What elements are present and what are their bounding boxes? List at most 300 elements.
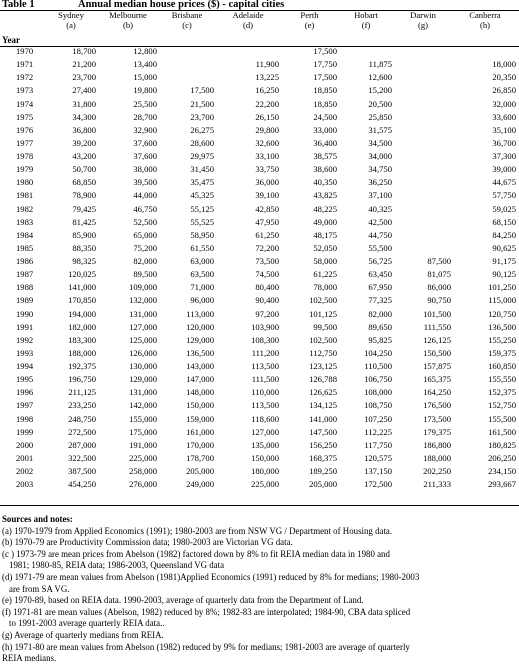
price-cell: 12,600 — [368, 72, 392, 83]
table-row — [0, 268, 519, 281]
price-cell: 152,750 — [488, 400, 516, 411]
table-row — [0, 58, 519, 71]
price-cell: 150,000 — [186, 400, 214, 411]
price-cell: 276,000 — [129, 479, 157, 490]
price-cell: 22,200 — [255, 98, 279, 109]
year-cell: 1991 — [16, 321, 34, 332]
price-cell: 63,500 — [190, 269, 214, 280]
city-name: Darwin — [410, 11, 436, 20]
city-name: Brisbane — [171, 11, 203, 20]
price-cell: 81,075 — [427, 269, 451, 280]
table-row — [0, 334, 519, 347]
price-cell — [217, 45, 282, 58]
year-cell: 1989 — [16, 295, 34, 306]
price-cell: 39,000 — [492, 164, 516, 175]
price-cell: 26,850 — [492, 85, 516, 96]
year-cell: 1976 — [16, 124, 34, 135]
year-cell: 1981 — [16, 190, 34, 201]
table-row — [0, 413, 519, 426]
price-cell: 186,800 — [423, 439, 451, 450]
column-header-hobart — [340, 11, 395, 45]
price-cell: 90,625 — [492, 242, 516, 253]
price-cell: 61,550 — [190, 242, 214, 253]
price-cell: 49,000 — [313, 216, 337, 227]
year-cell: 1982 — [16, 203, 34, 214]
year-cell: 1983 — [16, 216, 34, 227]
price-cell: 33,000 — [313, 124, 337, 135]
year-cell: 1993 — [16, 347, 34, 358]
price-cell: 80,400 — [255, 282, 279, 293]
price-cell: 35,475 — [190, 177, 214, 188]
price-cell: 113,500 — [251, 361, 279, 371]
price-cell: 43,200 — [72, 151, 96, 161]
year-cell: 1999 — [16, 426, 34, 437]
price-cell: 168,375 — [309, 452, 337, 463]
price-cell: 180,825 — [488, 439, 516, 450]
year-cell: 1979 — [16, 164, 34, 175]
price-cell: 113,000 — [186, 308, 214, 319]
price-cell: 77,325 — [368, 295, 392, 306]
note-line: (f) 1971-81 are mean values (Abelson, 1982) reduced by 8%; 1982-83 are interpolated; 1984-90, CBA data spliced — [2, 606, 411, 617]
note-line: REIA medians. — [2, 653, 57, 664]
price-cell: 147,000 — [186, 374, 214, 385]
price-cell: 206,250 — [488, 452, 516, 463]
note-line: (c ) 1973-79 are mean prices from Abelson (1982) factored down by 8% to fit REIA median data in 1980 and — [2, 548, 390, 559]
note-line: (h) 1971-80 are mean values from Abelson (1982) reduced by 9% for medians; 1981-2003 are average of quarterly — [2, 641, 410, 652]
price-cell: 110,500 — [364, 361, 392, 371]
price-cell: 132,000 — [129, 295, 157, 306]
price-cell — [395, 124, 454, 137]
year-cell: 1987 — [16, 269, 34, 280]
price-cell: 233,250 — [68, 400, 96, 411]
price-cell: 63,450 — [368, 269, 392, 280]
year-cell: 2002 — [16, 466, 34, 476]
year-cell: 1985 — [16, 242, 34, 253]
price-cell: 47,950 — [255, 216, 279, 227]
price-cell: 72,200 — [255, 242, 279, 253]
price-cell: 20,350 — [492, 72, 516, 83]
price-cell: 17,500 — [313, 46, 337, 56]
price-cell: 33,750 — [255, 164, 279, 175]
price-cell: 26,150 — [255, 111, 279, 122]
price-cell: 29,800 — [255, 124, 279, 135]
price-cell: 109,000 — [129, 282, 157, 293]
table-row — [0, 163, 519, 176]
city-code: (f) — [361, 19, 371, 30]
price-cell: 112,750 — [309, 347, 337, 358]
price-cell: 61,225 — [313, 269, 337, 280]
price-cell: 28,700 — [133, 111, 157, 122]
table-row — [0, 98, 519, 111]
price-cell: 75,200 — [133, 242, 157, 253]
bottom-rule — [0, 505, 519, 506]
table-row — [0, 281, 519, 294]
price-cell: 126,788 — [309, 374, 337, 385]
price-cell: 135,000 — [251, 439, 279, 450]
price-cell: 31,800 — [72, 98, 96, 109]
table-row — [0, 189, 519, 202]
price-cell: 55,125 — [190, 203, 214, 214]
price-cell: 71,000 — [190, 282, 214, 293]
price-cell: 33,600 — [492, 111, 516, 122]
note-line: (d) 1971-79 are mean values from Abelson (1981)Applied Economics (1991) reduced by 8% for medians; 1980-2003 — [2, 571, 420, 582]
price-cell: 258,000 — [129, 466, 157, 476]
table-row — [0, 360, 519, 373]
note-line: are from SA VG. — [9, 583, 70, 594]
price-cell: 141,000 — [309, 413, 337, 424]
price-cell: 129,000 — [129, 374, 157, 385]
price-cell — [160, 58, 217, 71]
price-cell: 44,000 — [133, 190, 157, 201]
price-cell: 36,800 — [72, 124, 96, 135]
year-cell: 1971 — [16, 59, 34, 70]
price-cell: 147,500 — [309, 426, 337, 437]
table-row — [0, 124, 519, 137]
price-cell: 25,850 — [368, 111, 392, 122]
price-cell: 15,200 — [368, 85, 392, 96]
price-cell — [395, 98, 454, 111]
price-cell: 454,250 — [68, 479, 96, 490]
price-cell: 37,600 — [133, 151, 157, 161]
price-cell: 34,300 — [72, 111, 96, 122]
price-cell: 104,250 — [364, 347, 392, 358]
price-cell — [340, 45, 395, 58]
price-cell: 55,525 — [190, 216, 214, 227]
price-cell: 110,000 — [251, 387, 279, 398]
year-cell: 1990 — [16, 308, 34, 319]
table-row — [0, 294, 519, 307]
price-cell: 34,000 — [368, 151, 392, 161]
price-cell: 17,500 — [313, 72, 337, 83]
price-cell: 52,500 — [133, 216, 157, 227]
city-name: Melbourne — [109, 11, 147, 20]
price-cell: 11,875 — [368, 59, 392, 70]
price-cell: 175,000 — [129, 426, 157, 437]
price-cell: 108,300 — [251, 334, 279, 345]
price-cell: 89,650 — [368, 321, 392, 332]
year-cell: 1986 — [16, 256, 34, 266]
price-cell: 117,750 — [364, 439, 392, 450]
price-cell: 42,850 — [255, 203, 279, 214]
table-row — [0, 111, 519, 124]
price-cell: 79,425 — [72, 203, 96, 214]
price-cell: 102,500 — [309, 295, 337, 306]
year-cell: 1970 — [16, 46, 34, 56]
price-cell: 120,575 — [364, 452, 392, 463]
city-name: Sydney — [58, 11, 84, 20]
price-cell: 161,000 — [186, 426, 214, 437]
price-cell: 125,000 — [129, 334, 157, 345]
price-cell: 126,000 — [129, 347, 157, 358]
table-row — [0, 242, 519, 255]
price-cell: 90,750 — [427, 295, 451, 306]
price-cell: 106,750 — [364, 374, 392, 385]
price-cell: 13,225 — [255, 72, 279, 83]
price-cell: 130,000 — [129, 361, 157, 371]
price-cell: 15,000 — [133, 72, 157, 83]
price-cell: 113,500 — [251, 400, 279, 411]
price-cell: 211,125 — [68, 387, 96, 398]
table-row — [0, 255, 519, 268]
price-cell: 202,250 — [423, 466, 451, 476]
note-line: (b) 1970-79 are Productivity Commission data; 1980-2003 are Victorian VG data. — [2, 537, 293, 548]
price-cell: 234,150 — [488, 466, 516, 476]
price-cell: 225,000 — [129, 452, 157, 463]
price-cell — [454, 45, 519, 58]
price-cell: 180,000 — [251, 466, 279, 476]
price-cell: 141,000 — [68, 282, 96, 293]
table-row — [0, 203, 519, 216]
price-cell: 108,000 — [364, 387, 392, 398]
price-cell: 194,000 — [68, 308, 96, 319]
price-cell: 85,900 — [72, 229, 96, 240]
price-cell: 111,550 — [423, 321, 451, 332]
table-row — [0, 399, 519, 412]
price-cell: 58,950 — [190, 229, 214, 240]
price-cell — [395, 176, 454, 189]
price-cell: 50,700 — [72, 164, 96, 175]
price-cell: 248,750 — [68, 413, 96, 424]
city-code: (b) — [122, 19, 134, 30]
price-cell: 102,500 — [309, 334, 337, 345]
price-cell: 134,125 — [309, 400, 337, 411]
price-cell: 173,500 — [423, 413, 451, 424]
price-cell: 11,900 — [255, 59, 279, 70]
price-cell — [395, 163, 454, 176]
price-cell: 178,700 — [186, 452, 214, 463]
price-cell: 189,250 — [309, 466, 337, 476]
price-cell: 36,250 — [368, 177, 392, 188]
price-cell: 12,800 — [133, 46, 157, 56]
table-row — [0, 137, 519, 150]
city-code: (h) — [479, 19, 491, 30]
year-cell: 2000 — [16, 439, 34, 450]
price-cell: 150,000 — [251, 452, 279, 463]
price-cell: 115,000 — [488, 295, 516, 306]
price-cell: 88,350 — [72, 242, 96, 253]
column-header-sydney — [46, 11, 99, 45]
price-cell: 36,700 — [492, 137, 516, 148]
year-cell: 1980 — [16, 177, 34, 188]
price-cell: 34,500 — [368, 137, 392, 148]
price-cell: 111,200 — [251, 347, 279, 358]
price-cell: 42,500 — [368, 216, 392, 227]
table-row — [0, 386, 519, 399]
price-cell: 44,675 — [492, 177, 516, 188]
year-cell: 1995 — [16, 374, 34, 385]
price-cell: 37,100 — [368, 190, 392, 201]
price-cell: 17,750 — [313, 59, 337, 70]
price-cell: 36,000 — [255, 177, 279, 188]
price-cell: 73,500 — [255, 256, 279, 266]
table-row — [0, 321, 519, 334]
table-row — [0, 229, 519, 242]
year-cell: 1975 — [16, 111, 34, 122]
price-cell: 205,000 — [186, 466, 214, 476]
year-cell: 1998 — [16, 413, 34, 424]
year-cell: 1997 — [16, 400, 34, 411]
city-code: (e) — [304, 19, 315, 30]
city-code: (g) — [417, 19, 429, 30]
price-cell: 43,825 — [313, 190, 337, 201]
price-cell: 38,000 — [133, 164, 157, 175]
price-cell: 150,500 — [423, 347, 451, 358]
year-cell: 1978 — [16, 151, 34, 161]
price-cell — [395, 203, 454, 216]
price-cell: 120,025 — [68, 269, 96, 280]
price-cell: 129,000 — [186, 334, 214, 345]
price-cell: 18,000 — [492, 59, 516, 70]
price-cell: 48,225 — [313, 203, 337, 214]
table-row — [0, 216, 519, 229]
price-cell: 38,600 — [313, 164, 337, 175]
year-header: Year — [2, 34, 20, 45]
price-cell: 63,000 — [190, 256, 214, 266]
year-cell: 1994 — [16, 361, 34, 371]
table-row — [0, 84, 519, 97]
price-cell: 98,325 — [72, 256, 96, 266]
price-cell — [395, 71, 454, 84]
note-line: (g) Average of quarterly medians from REIA. — [2, 629, 164, 640]
price-cell: 25,500 — [133, 98, 157, 109]
column-header-perth — [282, 11, 340, 45]
sources-notes — [2, 514, 517, 665]
price-cell: 91,175 — [492, 256, 516, 266]
price-cell: 293,667 — [488, 479, 516, 490]
price-cell: 107,250 — [364, 413, 392, 424]
price-cell: 74,500 — [255, 269, 279, 280]
price-cell: 101,500 — [423, 308, 451, 319]
price-cell: 32,900 — [133, 124, 157, 135]
price-cell: 31,450 — [190, 164, 214, 175]
price-cell: 68,150 — [492, 216, 516, 227]
price-cell: 13,400 — [133, 59, 157, 70]
price-cell: 68,850 — [72, 177, 96, 188]
notes-heading: Sources and notes: — [2, 514, 73, 524]
price-cell: 118,600 — [251, 413, 279, 424]
price-cell: 82,000 — [133, 256, 157, 266]
price-cell: 188,000 — [68, 347, 96, 358]
city-name: Adelaide — [232, 11, 264, 20]
price-table — [0, 11, 519, 491]
price-cell: 99,500 — [313, 321, 337, 332]
price-cell — [395, 84, 454, 97]
price-cell: 90,125 — [492, 269, 516, 280]
note-line: (e) 1970-89, based on REIA data. 1990-2003, average of quarterly data from the Department of Land. — [2, 595, 364, 606]
price-cell: 191,000 — [129, 439, 157, 450]
notes-lines — [2, 526, 517, 665]
price-cell — [395, 242, 454, 255]
price-cell: 188,000 — [423, 452, 451, 463]
price-cell: 95,825 — [368, 334, 392, 345]
price-cell: 155,550 — [488, 374, 516, 385]
table-header-row — [0, 11, 519, 45]
price-cell: 58,000 — [313, 256, 337, 266]
price-cell: 176,500 — [423, 400, 451, 411]
price-cell: 120,000 — [186, 321, 214, 332]
price-cell: 40,325 — [368, 203, 392, 214]
price-cell: 21,200 — [72, 59, 96, 70]
price-cell: 287,000 — [68, 439, 96, 450]
price-cell: 18,850 — [313, 98, 337, 109]
price-cell: 35,100 — [492, 124, 516, 135]
price-cell: 82,000 — [368, 308, 392, 319]
price-cell: 155,500 — [488, 413, 516, 424]
city-name: Perth — [300, 11, 319, 20]
price-cell: 112,225 — [364, 426, 392, 437]
price-cell: 39,500 — [133, 177, 157, 188]
table-row — [0, 373, 519, 386]
price-cell: 120,750 — [488, 308, 516, 319]
price-cell: 28,600 — [190, 137, 214, 148]
price-cell: 81,425 — [72, 216, 96, 227]
price-cell: 225,000 — [251, 479, 279, 490]
price-cell: 103,900 — [251, 321, 279, 332]
price-cell: 55,500 — [368, 242, 392, 253]
table-body — [0, 45, 519, 491]
price-cell: 137,150 — [364, 466, 392, 476]
price-cell: 322,500 — [68, 452, 96, 463]
price-cell: 87,500 — [427, 256, 451, 266]
price-cell: 19,800 — [133, 85, 157, 96]
year-cell: 1977 — [16, 137, 34, 148]
price-cell: 179,375 — [423, 426, 451, 437]
city-code: (c) — [182, 19, 192, 30]
price-cell: 136,500 — [186, 347, 214, 358]
price-cell: 272,500 — [68, 426, 96, 437]
year-cell: 1974 — [16, 98, 34, 109]
price-cell: 39,100 — [255, 190, 279, 201]
price-cell: 16,250 — [255, 85, 279, 96]
city-code: (a) — [66, 19, 76, 30]
price-cell: 78,000 — [313, 282, 337, 293]
table-label: Table 1 — [2, 0, 35, 10]
price-cell — [395, 216, 454, 229]
price-cell: 38,575 — [313, 151, 337, 161]
price-cell: 148,000 — [186, 387, 214, 398]
price-cell: 78,900 — [72, 190, 96, 201]
city-name: Hobart — [354, 11, 378, 20]
price-cell: 31,575 — [368, 124, 392, 135]
price-cell: 67,950 — [368, 282, 392, 293]
table-row — [0, 426, 519, 439]
price-cell: 126,625 — [309, 387, 337, 398]
price-cell: 155,000 — [129, 413, 157, 424]
note-line: to 1991-2003 average quarterly REIA data.. — [9, 618, 165, 629]
table-row — [0, 71, 519, 84]
price-cell: 205,000 — [309, 479, 337, 490]
price-cell: 23,700 — [190, 111, 214, 122]
year-cell: 2001 — [16, 452, 34, 463]
table-row — [0, 478, 519, 491]
price-cell: 27,400 — [72, 85, 96, 96]
price-cell: 40,350 — [313, 177, 337, 188]
price-cell: 96,000 — [190, 295, 214, 306]
price-cell: 20,500 — [368, 98, 392, 109]
price-cell: 45,325 — [190, 190, 214, 201]
table-row — [0, 45, 519, 58]
table-row — [0, 347, 519, 360]
price-cell: 34,750 — [368, 164, 392, 175]
price-cell: 131,000 — [129, 387, 157, 398]
price-cell — [395, 58, 454, 71]
price-cell: 127,000 — [251, 426, 279, 437]
table-row — [0, 452, 519, 465]
table-row — [0, 308, 519, 321]
column-header-darwin — [395, 11, 454, 45]
price-cell: 170,000 — [186, 439, 214, 450]
price-cell: 136,500 — [488, 321, 516, 332]
